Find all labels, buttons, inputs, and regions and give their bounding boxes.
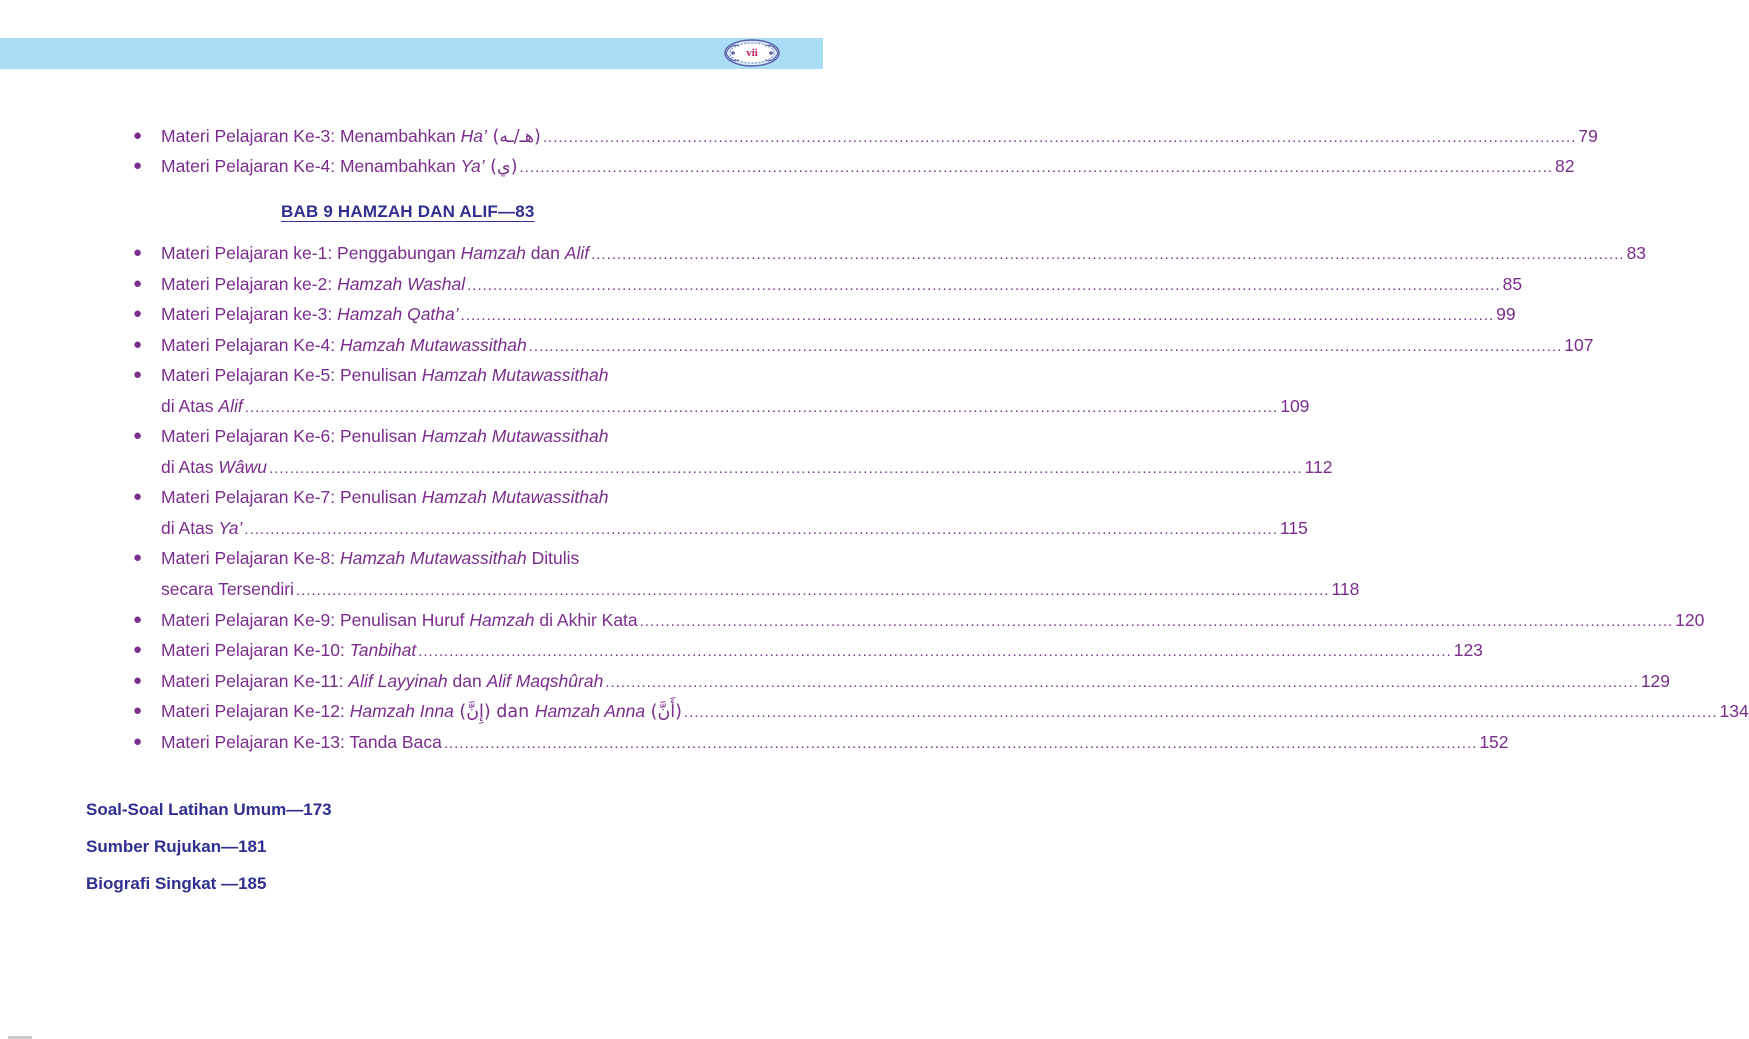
leader-dots: ........................................................................................................................................................................................................: [467, 277, 1501, 294]
leader-dots: ........................................................................................................................................................................................................: [418, 643, 1452, 660]
bullet-icon: ●: [133, 611, 143, 628]
toc-page-number: 79: [1578, 126, 1598, 146]
page-number: vii: [746, 47, 758, 59]
bullet-icon: ●: [133, 641, 143, 658]
toc-page-number: 82: [1555, 156, 1575, 176]
leader-dots: ........................................................................................................................................................................................................: [460, 307, 1495, 324]
toc-entry[interactable]: ● Materi Pelajaran Ke-3: Menambahkan Ha’ (هـ/ـه) ........................................................................................................................................................................................................ 79: [161, 121, 735, 152]
leader-dots: ........................................................................................................................................................................................................: [269, 459, 1303, 477]
leader-dots: ........................................................................................................................................................................................................: [639, 613, 1674, 630]
leader-dots: ........................................................................................................................................................................................................: [605, 674, 1639, 691]
toc-entry[interactable]: ● Materi Pelajaran ke-1: Penggabungan Hamzah dan Alif ........................................................................................................................................................................................................ 83: [161, 238, 735, 269]
bullet-icon: ●: [133, 305, 143, 322]
leader-dots: ........................................................................................................................................................................................................: [591, 246, 1625, 263]
toc-entry[interactable]: ● Materi Pelajaran Ke-8: Hamzah Mutawassithah Ditulis secara Tersendiri ........................................................................................................................................................................................................ 118: [161, 543, 735, 604]
toc-entry[interactable]: ● Materi Pelajaran Ke-11: Alif Layyinah dan Alif Maqshûrah ........................................................................................................................................................................................................ 129: [161, 666, 735, 697]
leader-dots: ........................................................................................................................................................................................................: [542, 129, 1577, 146]
leader-dots: ........................................................................................................................................................................................................: [244, 398, 1279, 416]
toc-page-number: 120: [1675, 610, 1705, 630]
leader-dots: ........................................................................................................................................................................................................: [684, 704, 1718, 721]
bullet-icon: ●: [133, 275, 143, 292]
toc-page-number: 134: [1719, 701, 1749, 721]
section-heading-latihan[interactable]: Soal-Soal Latihan Umum—173: [86, 800, 332, 819]
toc-page-number: 112: [1304, 456, 1333, 477]
bullet-icon: ●: [133, 549, 143, 566]
bullet-icon: ●: [133, 672, 143, 689]
toc-page-number: 99: [1496, 304, 1516, 324]
section-heading-biografi[interactable]: Biografi Singkat —185: [86, 874, 267, 893]
toc-page-number: 83: [1626, 243, 1647, 263]
toc-entry[interactable]: ● Materi Pelajaran Ke-7: Penulisan Hamzah Mutawassithah di Atas Ya’ ........................................................................................................................................................................................................ 115: [161, 482, 735, 543]
toc-entry[interactable]: ● Materi Pelajaran Ke-12: Hamzah Inna (إِنَّ) dan Hamzah Anna (أَنَّ) ........................................................................................................................................................................................................ 134: [161, 696, 735, 727]
toc-entry[interactable]: ● Materi Pelajaran Ke-4: Menambahkan Ya’ (ي) ........................................................................................................................................................................................................ 82: [161, 151, 735, 182]
leader-dots: ........................................................................................................................................................................................................: [528, 338, 1563, 355]
leader-dots: ........................................................................................................................................................................................................: [295, 581, 1330, 599]
toc-entry[interactable]: ● Materi Pelajaran ke-3: Hamzah Qatha’ ........................................................................................................................................................................................................ 99: [161, 299, 735, 330]
header-band: [0, 38, 823, 69]
toc-page-number: 109: [1280, 395, 1310, 416]
leader-dots: ........................................................................................................................................................................................................: [443, 735, 1478, 752]
bullet-icon: ●: [133, 244, 143, 261]
bullet-icon: ●: [133, 488, 143, 505]
section-heading-rujukan[interactable]: Sumber Rujukan—181: [86, 837, 267, 856]
toc-page-number: 118: [1331, 578, 1360, 599]
page-number-badge: [723, 38, 781, 68]
bullet-icon: ●: [133, 427, 143, 444]
bullet-icon: ●: [133, 157, 143, 174]
leader-dots: ........................................................................................................................................................................................................: [519, 159, 1554, 176]
toc-entry[interactable]: ● Materi Pelajaran Ke-5: Penulisan Hamzah Mutawassithah di Atas Alif ........................................................................................................................................................................................................ 109: [161, 360, 735, 421]
toc-page-number: 123: [1453, 640, 1483, 660]
bullet-icon: ●: [133, 336, 143, 353]
bullet-icon: ●: [133, 366, 143, 383]
chapter-title[interactable]: BAB 9 HAMZAH DAN ALIF—83: [281, 202, 535, 221]
toc-entry[interactable]: ● Materi Pelajaran Ke-10: Tanbihat ........................................................................................................................................................................................................ 123: [161, 635, 735, 666]
bullet-icon: ●: [133, 733, 143, 750]
toc-entry[interactable]: ● Materi Pelajaran Ke-13: Tanda Baca ........................................................................................................................................................................................................ 152: [161, 727, 735, 758]
toc-entry[interactable]: ● Materi Pelajaran Ke-6: Penulisan Hamzah Mutawassithah di Atas Wâwu ........................................................................................................................................................................................................ 112: [161, 421, 735, 482]
toc-page-number: 152: [1479, 732, 1509, 752]
toc-page-number: 129: [1640, 671, 1671, 691]
bullet-icon: ●: [133, 702, 143, 719]
bullet-icon: ●: [133, 127, 143, 144]
toc-page-number: 85: [1502, 274, 1523, 294]
toc-entry[interactable]: ● Materi Pelajaran Ke-4: Hamzah Mutawassithah ........................................................................................................................................................................................................ 107: [161, 330, 735, 361]
toc-entry[interactable]: ● Materi Pelajaran ke-2: Hamzah Washal ........................................................................................................................................................................................................ 85: [161, 269, 735, 300]
leader-dots: ........................................................................................................................................................................................................: [244, 520, 1278, 538]
toc-entry[interactable]: ● Materi Pelajaran Ke-9: Penulisan Huruf Hamzah di Akhir Kata ........................................................................................................................................................................................................ 120: [161, 605, 735, 636]
toc-page-number: 107: [1564, 335, 1594, 355]
toc-page-number: 115: [1279, 517, 1308, 538]
